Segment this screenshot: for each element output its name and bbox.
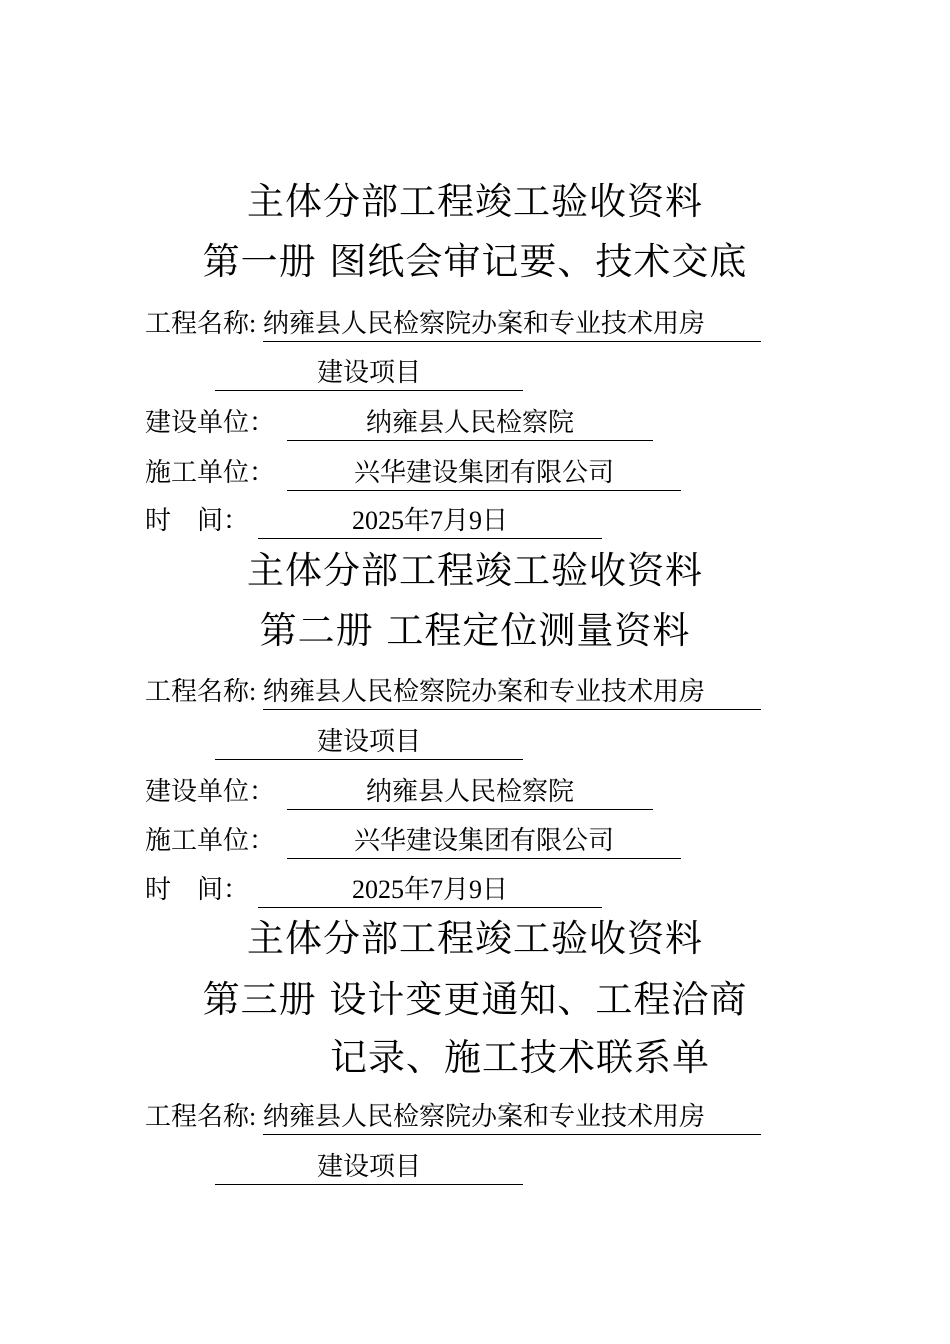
date-value-2: 2025年7月9日 xyxy=(258,874,602,908)
volume-title-1: 第一册 图纸会审记要、技术交底 xyxy=(202,240,748,283)
date-label-1: 时 间： xyxy=(145,506,250,535)
project-name-value-3b: 建设项目 xyxy=(215,1151,523,1185)
project-name-value-2: 纳雍县人民检察院办案和专业技术用房 xyxy=(263,676,761,710)
contractor-label-2: 施工单位： xyxy=(145,826,276,855)
project-name-value-3: 纳雍县人民检察院办案和专业技术用房 xyxy=(263,1101,761,1135)
contractor-value-2: 兴华建设集团有限公司 xyxy=(287,825,681,859)
volume-title-3a: 第三册 设计变更通知、工程洽商 xyxy=(202,978,748,1021)
project-name-value-2b: 建设项目 xyxy=(215,726,523,760)
contractor-value-1: 兴华建设集团有限公司 xyxy=(287,457,681,491)
builder-label-2: 建设单位： xyxy=(145,777,276,806)
main-title-1: 主体分部工程竣工验收资料 xyxy=(247,180,703,223)
date-value-1: 2025年7月9日 xyxy=(258,505,602,539)
contractor-label-1: 施工单位： xyxy=(145,458,276,487)
volume-title-3b: 记录、施工技术联系单 xyxy=(330,1036,710,1079)
volume-title-2: 第二册 工程定位测量资料 xyxy=(259,609,691,652)
project-name-value-1: 纳雍县人民检察院办案和专业技术用房 xyxy=(263,308,761,342)
date-label-2: 时 间： xyxy=(145,875,250,904)
builder-value-1: 纳雍县人民检察院 xyxy=(287,407,653,441)
main-title-3: 主体分部工程竣工验收资料 xyxy=(247,917,703,960)
builder-label-1: 建设单位： xyxy=(145,408,276,437)
project-name-label-3: 工程名称: xyxy=(145,1102,257,1131)
project-name-label-2: 工程名称: xyxy=(145,677,257,706)
project-name-label-1: 工程名称: xyxy=(145,309,257,338)
project-name-value-1b: 建设项目 xyxy=(215,357,523,391)
main-title-2: 主体分部工程竣工验收资料 xyxy=(247,549,703,592)
builder-value-2: 纳雍县人民检察院 xyxy=(287,776,653,810)
